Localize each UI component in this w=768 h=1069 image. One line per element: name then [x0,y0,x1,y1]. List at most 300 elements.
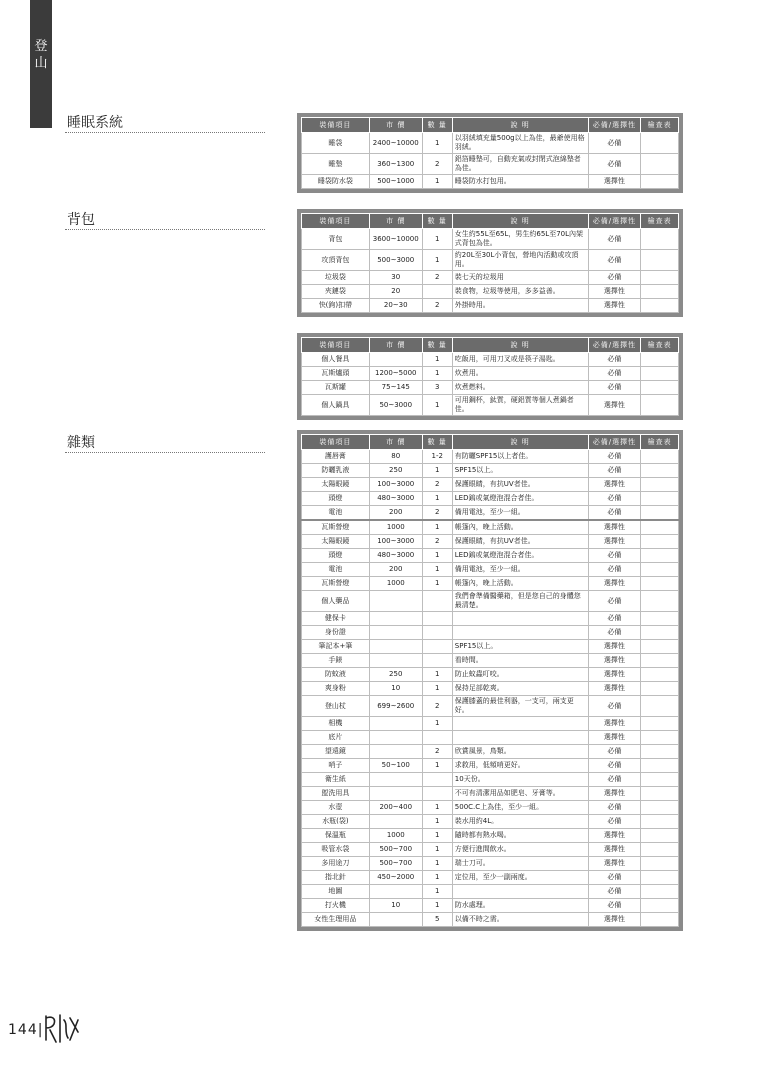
checklist-cell[interactable] [641,815,679,829]
table-cell-qty [422,640,452,654]
gear-table [301,213,679,313]
checklist-cell[interactable] [641,250,679,271]
table-cell-price [369,731,422,745]
table-header-row [302,214,679,229]
checklist-cell[interactable] [641,464,679,478]
table-cell-req: 選擇性 [588,843,641,857]
table-cell-qty: 1 [422,520,452,535]
column-header: 說 明 [452,435,588,450]
column-header: 市 價 [369,214,422,229]
table-cell-req: 選擇性 [588,682,641,696]
table-cell-price: 30 [369,271,422,285]
table-cell-req: 選擇性 [588,731,641,745]
table-cell-item: 個人餐具 [302,353,370,367]
table-row [302,899,679,913]
table-cell-item: 爽身粉 [302,682,370,696]
table-cell-item: 個人鍋具 [302,395,370,416]
table-row [302,801,679,815]
table-row [302,535,679,549]
table-cell-desc: 隨時都有熱水喝。 [452,829,588,843]
table-cell-req: 選擇性 [588,395,641,416]
table-row [302,133,679,154]
table-cell-desc: LED鎢或氣燈泡混合者佳。 [452,492,588,506]
table-row [302,829,679,843]
column-header: 數 量 [422,214,452,229]
table-cell-price: 50~3000 [369,395,422,416]
table-cell-qty: 1 [422,464,452,478]
table-row [302,549,679,563]
table-cell-item: 指北針 [302,871,370,885]
table-header-row [302,118,679,133]
table-cell-desc: 裝七天的垃圾用 [452,271,588,285]
table-cell-req: 選擇性 [588,654,641,668]
table-cell-price: 480~3000 [369,492,422,506]
table-row [302,696,679,717]
table-cell-desc: 裝水用約4L。 [452,815,588,829]
checklist-cell[interactable] [641,913,679,927]
checklist-cell[interactable] [641,654,679,668]
checklist-cell[interactable] [641,154,679,175]
table-row [302,478,679,492]
table-row [302,506,679,521]
checklist-cell[interactable] [641,626,679,640]
table-cell-desc: SPF15以上。 [452,464,588,478]
gear-table-misc [297,430,683,931]
table-cell-item: 女性生理用品 [302,913,370,927]
table-cell-item: 多用途刀 [302,857,370,871]
table-cell-req: 必備 [588,612,641,626]
table-cell-desc: 保護膝蓋的最佳利器，一支可，兩支更好。 [452,696,588,717]
gear-table [301,337,679,416]
table-row [302,787,679,801]
table-cell-qty: 1 [422,899,452,913]
table-cell-item: 盥洗用具 [302,787,370,801]
table-cell-qty: 2 [422,696,452,717]
table-cell-req: 必備 [588,773,641,787]
table-cell-qty: 2 [422,271,452,285]
table-cell-qty: 1 [422,829,452,843]
table-cell-price [369,626,422,640]
table-cell-qty: 1 [422,857,452,871]
table-row [302,815,679,829]
table-cell-item: 打火機 [302,899,370,913]
checklist-cell[interactable] [641,759,679,773]
table-cell-item: 攻頂背包 [302,250,370,271]
table-cell-price: 1000 [369,520,422,535]
table-cell-qty: 5 [422,913,452,927]
table-cell-qty: 1 [422,175,452,189]
table-row [302,175,679,189]
column-header: 數 量 [422,118,452,133]
column-header: 市 價 [369,338,422,353]
table-cell-item: 底片 [302,731,370,745]
checklist-cell[interactable] [641,668,679,682]
table-cell-price [369,815,422,829]
checklist-cell[interactable] [641,577,679,591]
checklist-cell[interactable] [641,229,679,250]
table-cell-qty [422,787,452,801]
table-cell-price: 80 [369,450,422,464]
table-cell-req: 必備 [588,250,641,271]
checklist-cell[interactable] [641,843,679,857]
checklist-cell[interactable] [641,299,679,313]
table-cell-qty: 1 [422,682,452,696]
table-cell-desc: 以羽絨填充量500g以上為佳，最爺使用格羽絨。 [452,133,588,154]
gear-table-backpack [297,209,683,317]
table-cell-item: 瓦斯罐 [302,381,370,395]
table-row [302,668,679,682]
table-cell-price: 500~700 [369,857,422,871]
table-cell-desc: LED鎢或氣燈泡混合者佳。 [452,549,588,563]
checklist-cell[interactable] [641,696,679,717]
checklist-cell[interactable] [641,285,679,299]
table-cell-item: 睡袋 [302,133,370,154]
table-cell-qty: 1 [422,801,452,815]
table-cell-price: 1000 [369,829,422,843]
table-cell-qty [422,731,452,745]
table-cell-item: 保溫瓶 [302,829,370,843]
column-header: 裝備項目 [302,338,370,353]
table-cell-qty: 2 [422,506,452,521]
table-cell-desc: 500C.C上為佳，至少一組。 [452,801,588,815]
table-cell-qty: 2 [422,154,452,175]
table-cell-req: 必備 [588,899,641,913]
table-cell-price: 100~3000 [369,535,422,549]
table-row [302,654,679,668]
table-header-row [302,435,679,450]
checklist-cell[interactable] [641,395,679,416]
table-cell-desc: 吃飯用，可用刀叉或是筷子湯匙。 [452,353,588,367]
table-cell-price: 1000 [369,577,422,591]
table-cell-req: 必備 [588,492,641,506]
table-cell-item: 垃圾袋 [302,271,370,285]
table-cell-price [369,885,422,899]
checklist-cell[interactable] [641,640,679,654]
table-cell-qty [422,654,452,668]
checklist-cell[interactable] [641,871,679,885]
checklist-cell[interactable] [641,381,679,395]
gear-table [301,434,679,927]
table-row [302,731,679,745]
table-cell-item: 健保卡 [302,612,370,626]
table-cell-desc: 求救用，低頻哨更好。 [452,759,588,773]
table-cell-price: 699~2600 [369,696,422,717]
table-cell-desc: 女生約55L至65L，男生約65L至70L內架式背包為佳。 [452,229,588,250]
checklist-cell[interactable] [641,801,679,815]
table-row [302,563,679,577]
checklist-cell[interactable] [641,549,679,563]
table-row [302,913,679,927]
table-cell-item: 登山杖 [302,696,370,717]
table-row [302,682,679,696]
table-cell-price: 100~3000 [369,478,422,492]
column-header: 必備/選擇性 [588,435,641,450]
table-cell-qty: 1 [422,133,452,154]
table-cell-price: 250 [369,464,422,478]
checklist-cell[interactable] [641,520,679,535]
table-cell-desc: 有防曬SPF15以上者佳。 [452,450,588,464]
table-row [302,745,679,759]
section-title-backpack: 背包 [67,212,95,228]
table-cell-desc: 帳篷內，晚上活動。 [452,577,588,591]
table-row [302,450,679,464]
table-cell-item: 相機 [302,717,370,731]
table-cell-qty: 1 [422,668,452,682]
table-cell-qty: 1 [422,843,452,857]
checklist-cell[interactable] [641,717,679,731]
table-cell-req: 必備 [588,367,641,381]
table-cell-item: 背包 [302,229,370,250]
column-header: 檢查表 [641,214,679,229]
table-cell-price [369,913,422,927]
table-row [302,843,679,857]
column-header: 必備/選擇性 [588,118,641,133]
table-cell-desc: 防止蚊蟲叮咬。 [452,668,588,682]
checklist-cell[interactable] [641,563,679,577]
column-header: 數 量 [422,338,452,353]
table-row [302,717,679,731]
table-cell-item: 瓦斯營燈 [302,577,370,591]
table-cell-req: 必備 [588,271,641,285]
checklist-cell[interactable] [641,745,679,759]
table-cell-req: 必備 [588,801,641,815]
table-cell-qty: 1 [422,815,452,829]
table-cell-item: 吸管水袋 [302,843,370,857]
table-cell-desc: 約20L至30L小背包，營地內活動或攻頂用。 [452,250,588,271]
table-cell-desc: 備用電池，至少一組。 [452,506,588,521]
table-cell-desc: 睡袋防水打包用。 [452,175,588,189]
table-cell-req: 選擇性 [588,535,641,549]
table-row [302,871,679,885]
gear-table-cooking [297,333,683,420]
table-cell-req: 選擇性 [588,285,641,299]
table-cell-req: 必備 [588,745,641,759]
section-title-misc: 雜類 [67,435,95,451]
table-cell-qty: 1 [422,885,452,899]
table-row [302,626,679,640]
table-cell-desc [452,885,588,899]
table-cell-price: 250 [369,668,422,682]
table-cell-req: 選擇性 [588,577,641,591]
checklist-cell[interactable] [641,787,679,801]
table-cell-qty: 1 [422,395,452,416]
table-cell-qty: 2 [422,299,452,313]
checklist-cell[interactable] [641,773,679,787]
column-header: 說 明 [452,118,588,133]
section-divider [65,452,265,453]
table-cell-price: 500~3000 [369,250,422,271]
table-row [302,857,679,871]
table-cell-price [369,773,422,787]
table-cell-desc: 保護眼睛，有抗UV者佳。 [452,535,588,549]
column-header: 必備/選擇性 [588,338,641,353]
column-header: 說 明 [452,214,588,229]
table-cell-item: 快(鉤)扣帶 [302,299,370,313]
table-cell-qty: 2 [422,535,452,549]
table-cell-qty: 2 [422,745,452,759]
checklist-cell[interactable] [641,899,679,913]
table-cell-price: 480~3000 [369,549,422,563]
table-row [302,299,679,313]
table-cell-req: 必備 [588,464,641,478]
table-cell-req: 必備 [588,626,641,640]
table-cell-qty: 1 [422,353,452,367]
checklist-cell[interactable] [641,271,679,285]
table-row [302,250,679,271]
table-cell-desc: 以備不時之需。 [452,913,588,927]
table-cell-price: 360~1300 [369,154,422,175]
table-cell-qty [422,591,452,612]
table-cell-price [369,787,422,801]
table-cell-req: 必備 [588,381,641,395]
table-cell-desc [452,626,588,640]
table-cell-req: 選擇性 [588,299,641,313]
checklist-cell[interactable] [641,535,679,549]
table-cell-item: 太陽眼鏡 [302,535,370,549]
table-cell-desc: 帳篷內，晚上活動。 [452,520,588,535]
table-cell-item: 瓦斯營燈 [302,520,370,535]
table-cell-req: 必備 [588,450,641,464]
checklist-cell[interactable] [641,829,679,843]
column-header: 市 價 [369,435,422,450]
table-cell-price [369,717,422,731]
table-cell-qty: 1 [422,759,452,773]
checklist-cell[interactable] [641,478,679,492]
table-cell-qty: 2 [422,478,452,492]
checklist-cell[interactable] [641,175,679,189]
table-row [302,271,679,285]
table-cell-price [369,612,422,626]
table-cell-price: 10 [369,899,422,913]
table-cell-desc: 可用鋼杯，鈦質，硬鋁質等個人煮鍋者佳。 [452,395,588,416]
table-cell-item: 望遠鏡 [302,745,370,759]
table-cell-price: 2400~10000 [369,133,422,154]
table-cell-item: 睡墊 [302,154,370,175]
table-cell-qty [422,285,452,299]
table-cell-req: 必備 [588,759,641,773]
table-cell-req: 必備 [588,549,641,563]
table-cell-req: 必備 [588,133,641,154]
checklist-cell[interactable] [641,492,679,506]
table-cell-desc: 我們會準備醫藥箱，但是您自己的身體您最清楚。 [452,591,588,612]
checklist-cell[interactable] [641,731,679,745]
table-cell-desc: 瑞士刀可。 [452,857,588,871]
table-cell-desc: 不可有清潔用品如肥皂、牙膏等。 [452,787,588,801]
section-divider [65,132,265,133]
table-cell-desc [452,731,588,745]
table-cell-item: 防蚊液 [302,668,370,682]
table-cell-price [369,654,422,668]
table-cell-item: 太陽眼鏡 [302,478,370,492]
table-cell-qty [422,626,452,640]
table-cell-qty [422,612,452,626]
table-cell-item: 手錶 [302,654,370,668]
table-row [302,464,679,478]
table-cell-req: 選擇性 [588,668,641,682]
table-row [302,353,679,367]
checklist-cell[interactable] [641,885,679,899]
table-cell-qty: 1 [422,563,452,577]
checklist-cell[interactable] [641,591,679,612]
table-cell-qty: 1 [422,549,452,563]
table-cell-qty: 1 [422,250,452,271]
brand-logo [42,1012,82,1050]
side-tab-label: 登山 [34,39,48,71]
table-row [302,520,679,535]
table-cell-price: 200 [369,506,422,521]
checklist-cell[interactable] [641,682,679,696]
table-cell-req: 必備 [588,506,641,521]
table-cell-price: 20 [369,285,422,299]
checklist-cell[interactable] [641,450,679,464]
table-cell-qty: 1 [422,577,452,591]
table-cell-desc: SPF15以上。 [452,640,588,654]
table-row [302,285,679,299]
table-cell-qty: 1 [422,492,452,506]
table-cell-item: 衛生紙 [302,773,370,787]
table-cell-qty: 1 [422,871,452,885]
table-cell-req: 必備 [588,885,641,899]
table-cell-desc [452,612,588,626]
column-header: 說 明 [452,338,588,353]
table-cell-item: 夾鏈袋 [302,285,370,299]
table-cell-req: 選擇性 [588,857,641,871]
table-cell-req: 必備 [588,154,641,175]
table-row [302,395,679,416]
table-cell-req: 選擇性 [588,717,641,731]
table-cell-price [369,353,422,367]
table-cell-qty: 1 [422,367,452,381]
checklist-cell[interactable] [641,857,679,871]
table-cell-price: 450~2000 [369,871,422,885]
table-cell-desc: 看時間。 [452,654,588,668]
table-cell-item: 瓦斯爐頭 [302,367,370,381]
table-cell-price: 3600~10000 [369,229,422,250]
checklist-cell[interactable] [641,612,679,626]
checklist-cell[interactable] [641,133,679,154]
table-cell-qty: 1 [422,229,452,250]
table-cell-item: 頭燈 [302,549,370,563]
table-cell-desc: 外掛時用。 [452,299,588,313]
table-cell-desc: 方便行進間飲水。 [452,843,588,857]
table-cell-req: 選擇性 [588,478,641,492]
table-cell-req: 選擇性 [588,175,641,189]
checklist-cell[interactable] [641,353,679,367]
table-cell-item: 防曬乳液 [302,464,370,478]
table-cell-price: 50~100 [369,759,422,773]
table-row [302,640,679,654]
table-cell-price: 200~400 [369,801,422,815]
table-cell-qty: 1-2 [422,450,452,464]
checklist-cell[interactable] [641,367,679,381]
section-divider [65,229,265,230]
table-cell-desc: 欣賞風景，鳥類。 [452,745,588,759]
table-row [302,885,679,899]
column-header: 裝備項目 [302,435,370,450]
table-cell-item: 筆記本+筆 [302,640,370,654]
table-cell-desc: 裝食物，垃圾等使用，多多益善。 [452,285,588,299]
checklist-cell[interactable] [641,506,679,521]
table-cell-req: 選擇性 [588,829,641,843]
table-row [302,591,679,612]
table-cell-req: 必備 [588,591,641,612]
table-cell-item: 電池 [302,506,370,521]
table-cell-req: 必備 [588,229,641,250]
table-cell-item: 護唇膏 [302,450,370,464]
column-header: 檢查表 [641,338,679,353]
table-cell-item: 個人藥品 [302,591,370,612]
table-row [302,759,679,773]
